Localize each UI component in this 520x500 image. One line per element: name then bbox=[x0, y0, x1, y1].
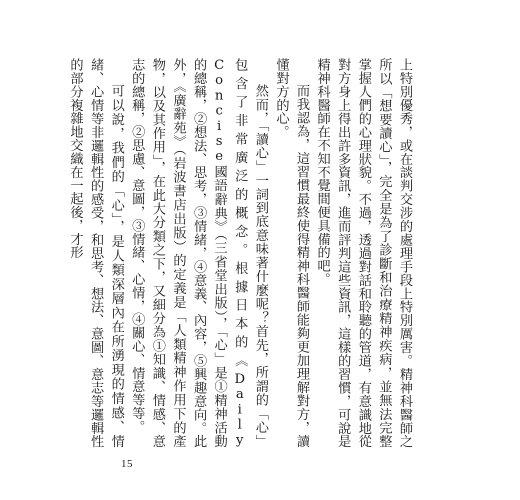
paragraph-3: 然而，「讀心」一詞到底意味著什麼呢？首先，所謂的「心」包含了非常廣泛的概念。根據日本的《Daily Concise國語辭典》（三省堂出版），「心」是①精神活動的總稱，②想法、思考，③情緒，④意義、內容，⑤興趣意向。此外，《廣辭苑》（岩波書店出版）的定義是「人類精神作用下的產物，以及其作用」，在此大分類之下，又細分為①知識、情感、意志的總稱，②思慮、意圖，③情緒、心情，④關心、情意等等。 bbox=[129, 58, 268, 448]
paragraph-2: 而我認為，這習慣最終使得精神科醫師能夠更加理解對方，讀懂對方的心。 bbox=[273, 58, 310, 448]
page-number: 15 bbox=[121, 458, 133, 470]
paragraph-4: 可以說，我們的「心」，是人類深層內在所湧現的情感、情緒、心情等非邏輯性的感受，和思考、想法、意圖、意志等邏輯性的部分複雜地交織在一起後，才形 bbox=[67, 58, 124, 448]
vertical-text-body bbox=[67, 58, 414, 448]
paragraph-1: 上特別優秀，或在談判交涉的處理手段上特別厲害。精神科醫師之所以「想要讀心」，完全是為了診斷和治療精神疾病，並無法完整掌握人們的心理狀貌。不過，透過對話和聆聽的管道，有意識地從對方身上得出許多資訊，進而評判這些資訊，這樣的習慣，可說是精神科醫師在不知不覺間便具備的吧。 bbox=[314, 58, 412, 448]
